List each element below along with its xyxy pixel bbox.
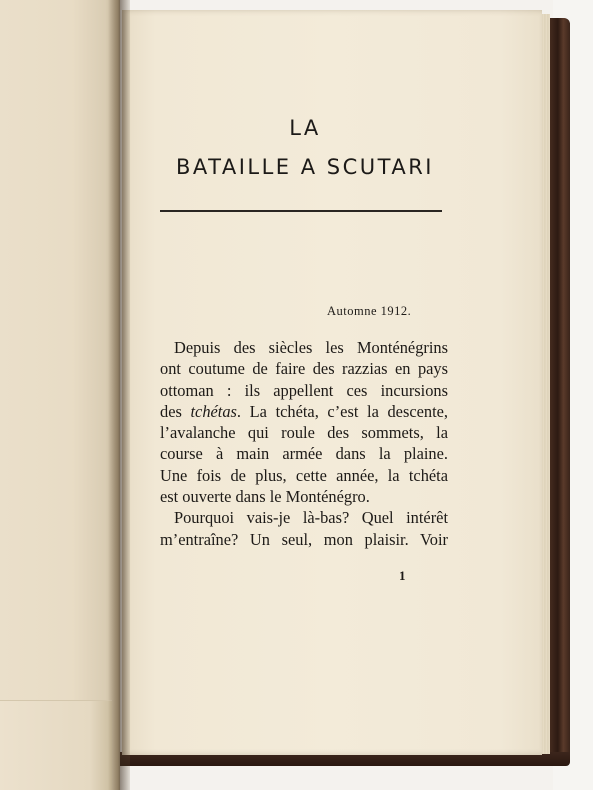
text-line: est ouverte dans le Monténégro.	[160, 487, 370, 507]
left-page	[0, 0, 120, 790]
text-line: course à main armée dans la plaine.	[160, 444, 448, 464]
title-bataille-a-scutari: BATAILLE A SCUTARI	[176, 155, 434, 179]
text-line: ont coutume de faire des razzias en pays	[160, 359, 448, 379]
text-line: ottoman : ils appellent ces incursions	[160, 380, 448, 400]
text-run: . La tchéta, c’est la descente,	[236, 401, 448, 421]
page-number: 1	[399, 568, 406, 583]
title-la: LA	[289, 116, 321, 140]
text-run: des	[160, 401, 191, 421]
book-cover-edge	[548, 18, 570, 766]
paragraph-1	[160, 337, 448, 507]
text-line	[160, 401, 448, 422]
paragraph-2	[160, 507, 448, 550]
chapter-date: Automne 1912.	[327, 304, 412, 318]
body-text	[160, 337, 448, 550]
gutter-shadow	[108, 0, 130, 790]
left-page-flyleaf	[0, 700, 112, 790]
text-line: Une fois de plus, cette année, la tchéta	[160, 465, 448, 485]
text-line: l’avalanche qui roule des sommets, la	[160, 423, 448, 443]
italic-term: tchétas	[190, 401, 237, 421]
text-line: Pourquoi vais-je là-bas? Quel intérêt	[174, 508, 448, 528]
title-rule	[160, 210, 442, 212]
text-line: Depuis des siècles les Monténégrins	[174, 338, 448, 357]
text-line: m’entraîne? Un seul, mon plaisir. Voir	[160, 529, 448, 549]
